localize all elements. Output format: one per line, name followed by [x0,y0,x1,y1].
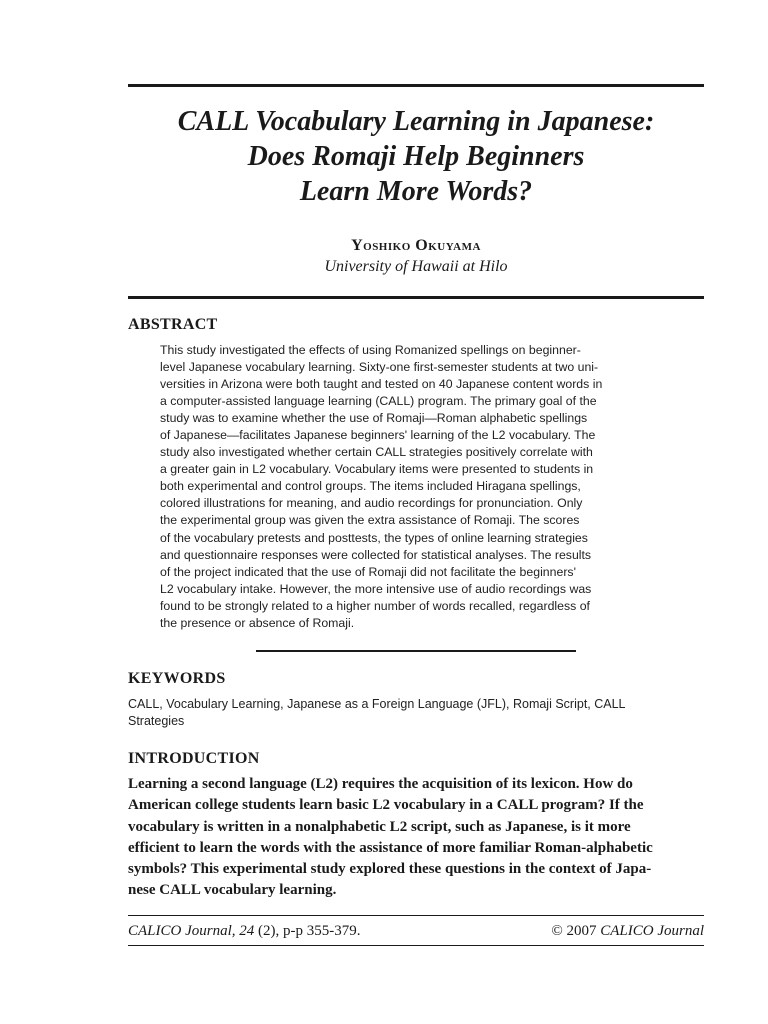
abstract-line: level Japanese vocabulary learning. Sixty-one first-semester students at two uni- [160,360,599,375]
top-rule [128,84,704,87]
author-affiliation: University of Hawaii at Hilo [324,258,508,275]
intro-line: vocabulary is written in a nonalphabetic L2 script, such as Japanese, is it more [128,818,631,835]
footer-volume: 24 [239,923,255,939]
keywords-line: Strategies [128,714,185,728]
footer-citation [128,921,361,941]
intro-line: nese CALL vocabulary learning. [128,882,337,899]
abstract-line: study also investigated whether certain CALL strategies positively correlate with [160,445,593,460]
abstract-line: and questionnaire responses were collected for statistical analyses. The results [160,547,592,562]
keywords-heading: KEYWORDS [128,670,226,687]
title-line: Does Romaji Help Beginners [247,141,585,172]
abstract-line: the presence or absence of Romaji. [160,615,355,630]
abstract-line: colored illustrations for meaning, and audio recordings for pronunciation. Only [160,496,583,511]
intro-line: efficient to learn the words with the assistance of more familiar Roman-alphabetic [128,839,653,856]
intro-line: American college students learn basic L2 vocabulary in a CALL program? If the [128,797,644,814]
introduction-heading: INTRODUCTION [128,750,260,767]
abstract-line: of the project indicated that the use of Romaji did not facilitate the beginners' [160,564,576,579]
header-bottom-rule [128,296,704,299]
abstract-line: L2 vocabulary intake. However, the more intensive use of audio recordings was [160,581,592,596]
footer-issue-pages: (2), p-p 355-379. [254,923,361,939]
abstract-line: found to be strongly related to a higher number of words recalled, regardless of [160,598,590,613]
intro-line: Learning a second language (L2) requires the acquisition of its lexicon. How do [128,776,633,792]
abstract-heading: ABSTRACT [128,316,218,333]
abstract-line: of the vocabulary pretests and posttests, the types of online learning strategies [160,530,588,545]
section-divider [256,650,576,652]
footer-bottom-rule [128,945,704,946]
title-line: CALL Vocabulary Learning in Japanese: [177,106,655,137]
abstract-text [160,342,672,632]
abstract-line: study was to examine whether the use of Romaji—Roman alphabetic spellings [160,411,588,426]
author-name: Yoshiko Okuyama [351,237,481,254]
abstract-line: versities in Arizona were both taught and tested on 40 Japanese content words in [160,377,603,392]
keywords-text [128,696,704,730]
title-line: Learn More Words? [299,176,533,207]
footer-copyright [551,921,704,941]
intro-line: symbols? This experimental study explored these questions in the context of Japa- [128,861,652,878]
abstract-line: This study investigated the effects of using Romanized spellings on beginner- [160,343,581,357]
introduction-text [128,774,704,902]
abstract-line: a computer-assisted language learning (CALL) program. The primary goal of the [160,394,597,409]
abstract-line: the experimental group was given the extra assistance of Romaji. The scores [160,513,580,528]
abstract-line: both experimental and control groups. The items included Hiragana spellings, [160,479,581,494]
footer-top-rule [128,915,704,916]
keywords-line: CALL, Vocabulary Learning, Japanese as a Foreign Language (JFL), Romaji Script, CALL [128,697,626,711]
footer-journal: CALICO Journal, [128,923,236,939]
abstract-line: a greater gain in L2 vocabulary. Vocabulary items were presented to students in [160,462,594,477]
abstract-line: of Japanese—facilitates Japanese beginners' learning of the L2 vocabulary. The [160,428,596,443]
copyright-journal: CALICO Journal [600,923,704,939]
copyright-prefix: © 2007 [551,923,601,939]
paper-title [128,104,704,209]
